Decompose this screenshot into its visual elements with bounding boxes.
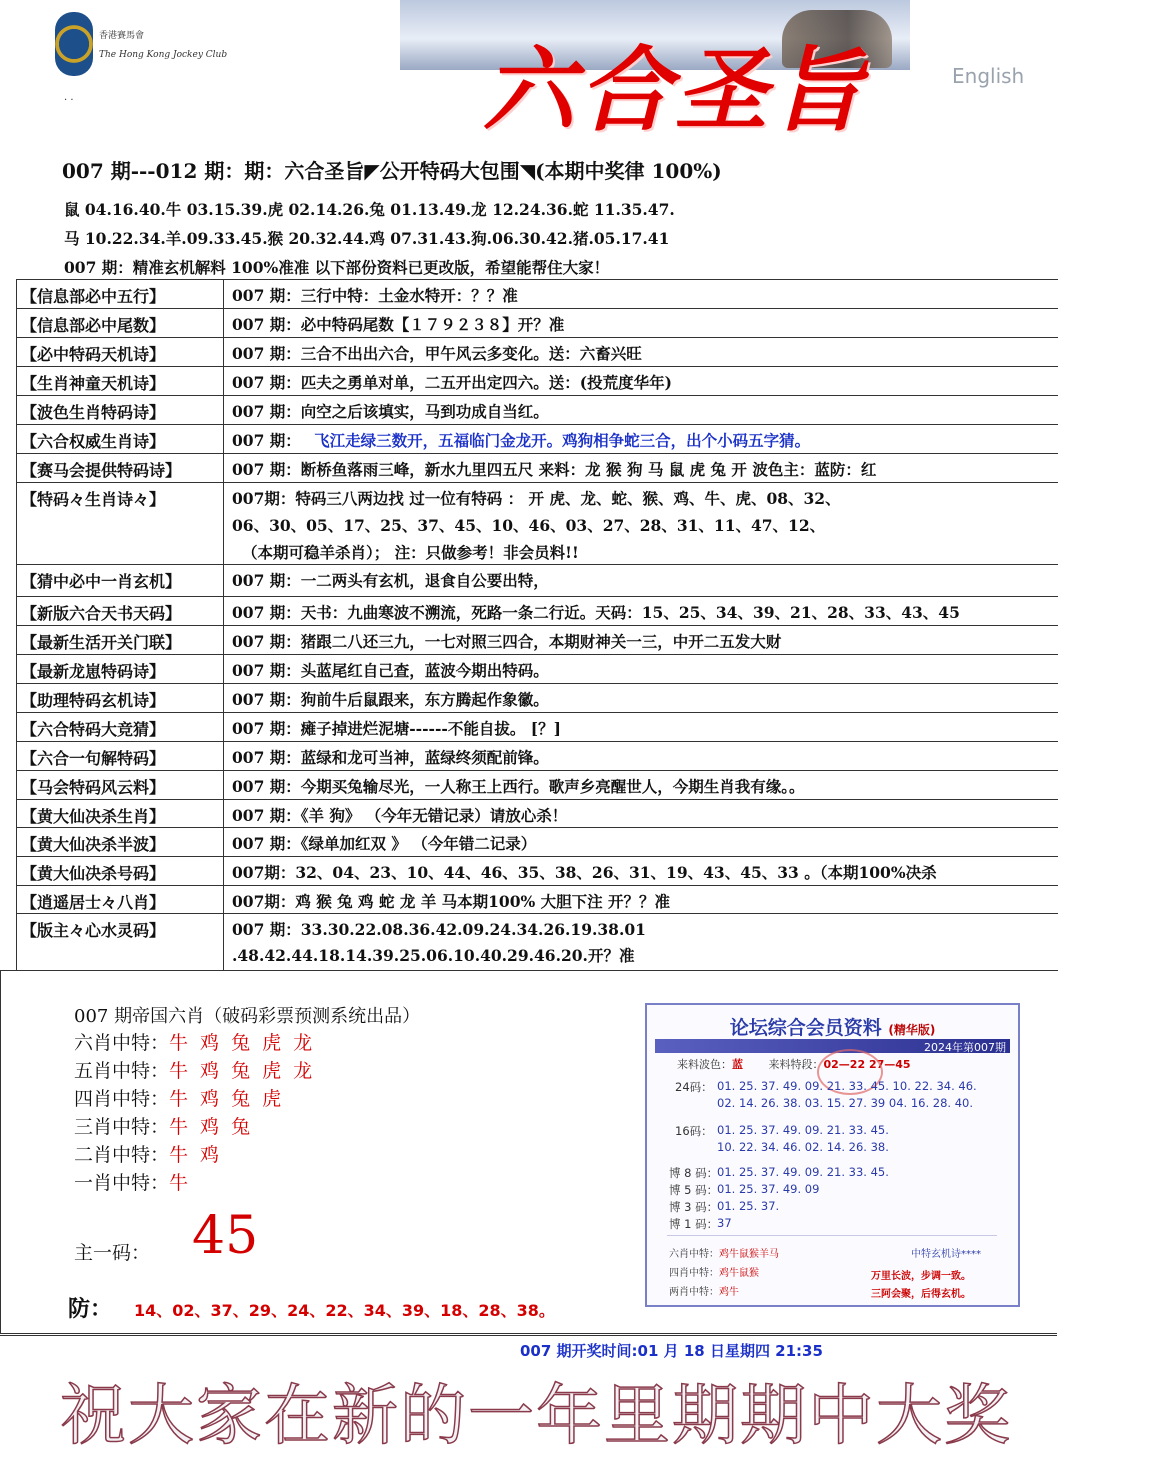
row-content: 007 期：头蓝尾红自己查，蓝波今期出特码。 — [232, 661, 549, 680]
table-row — [16, 625, 1058, 655]
row-label: 【六合特码大竞猜】 — [16, 713, 224, 742]
table-row — [16, 596, 1058, 626]
row-content — [232, 425, 1058, 451]
row-content: 007期：特码三八两边找 过一位有特码 ： 开 虎、龙、蛇、猴、鸡、牛、虎、08、32、 — [232, 489, 841, 508]
row-label: 【六合一句解特码】 — [16, 742, 224, 771]
row-content: 007 期：狗前牛后鼠跟来，东方腾起作象徽。 — [232, 690, 549, 709]
row-content: 007 期：向空之后该填实，马到功成自当红。 — [232, 402, 549, 421]
imperial-title: 007 期帝国六肖（破码彩票预测系统出品） — [74, 1006, 421, 1027]
b8-value: 01. 25. 37. 49. 09. 21. 33. 45. — [717, 1165, 889, 1179]
pick-row-4 — [74, 1084, 284, 1111]
row-content: 007 期：蓝绿和龙可当神，蓝绿终须配前锋。 — [232, 748, 549, 767]
row-label: 【必中特码天机诗】 — [16, 338, 224, 367]
pick-label: 二肖中特： — [74, 1144, 170, 1166]
table-row — [16, 453, 1058, 483]
row-content: 007 期：33.30.22.08.36.42.09.24.34.26.19.38.01 — [232, 920, 646, 939]
table-row — [16, 308, 1058, 338]
row-content-line3: （本期可稳羊杀肖）； 注：只做参考！非会员料!! — [242, 543, 579, 562]
english-link[interactable]: English — [952, 64, 1025, 88]
pick-row-3 — [74, 1112, 253, 1139]
row-label: 【信息部必中尾数】 — [16, 309, 224, 338]
pick-value: 牛 鸡 兔 虎 龙 — [169, 1032, 316, 1054]
row-label: 【逍遥居士々八肖】 — [16, 886, 224, 914]
page-title: 六合圣旨 — [482, 36, 867, 144]
fang-values: 14、02、37、29、24、22、34、39、18、28、38。 — [134, 1301, 555, 1320]
table-row — [16, 741, 1058, 771]
table-row — [16, 424, 1058, 454]
poem-line1: 万里长波，步调一致。 — [871, 1271, 971, 1282]
row-content: 007期：32、04、23、10、44、46、35、38、26、31、19、43、45、33 。（本期100%决杀 — [232, 863, 937, 882]
c24-line1: 01. 25. 37. 49. 09. 21. 33. 45. 10. 22. 34. 46. — [717, 1079, 977, 1093]
row-label: 【波色生肖特码诗】 — [16, 396, 224, 425]
table-row — [16, 279, 1058, 309]
row-label: 【助理特码玄机诗】 — [16, 684, 224, 713]
table-row — [16, 712, 1058, 742]
feature-value: 02—22 27—45 — [823, 1058, 911, 1071]
pick-value: 牛 鸡 兔 — [169, 1116, 254, 1138]
row-label: 【黄大仙决杀生肖】 — [16, 800, 224, 828]
row-content: 007 期：猪跟二八还三九，一七对照三四合，本期财神关一三，中开二五发大财 — [232, 632, 782, 651]
member-card-image — [645, 1003, 1020, 1307]
four-value: 鸡牛鼠猴 — [719, 1268, 759, 1279]
card-divider — [667, 1235, 997, 1236]
row-content-prefix: 007 期： — [232, 431, 301, 450]
row-label: 【黄大仙决杀号码】 — [16, 857, 224, 886]
pick-value: 牛 鸡 — [169, 1144, 223, 1166]
table-row — [16, 913, 1058, 971]
zodiac-line-1: 鼠 04.16.40.牛 03.15.39.虎 02.14.26.兔 01.13.49.龙 12.24.36.蛇 11.35.47. — [64, 200, 675, 219]
pick-value: 牛 鸡 兔 虎 — [169, 1088, 285, 1110]
row-label: 【最新生活开关门联】 — [16, 626, 224, 655]
row-content: 007 期：三合不出出六合，甲午风云多变化。送：六畜兴旺 — [232, 344, 642, 363]
pick-row-2 — [74, 1140, 222, 1167]
table-row — [16, 482, 1058, 565]
row-label: 【六合权威生肖诗】 — [16, 425, 224, 454]
table-row — [16, 827, 1058, 857]
poem-label: 中特玄机诗**** — [911, 1249, 981, 1260]
poem-line2: 三阿会聚，后得玄机。 — [871, 1289, 971, 1300]
row-content-line2: .48.42.44.18.14.39.25.06.10.40.29.46.20.开？准 — [232, 946, 635, 965]
jockey-club-emblem-icon — [55, 12, 93, 76]
card-title — [647, 1013, 1018, 1040]
draw-time: 007 期开奖时间:01 月 18 日星期四 21:35 — [520, 1342, 823, 1360]
pick-label: 六肖中特： — [74, 1032, 170, 1054]
pick-label: 五肖中特： — [74, 1060, 170, 1082]
row-content: 007 期：一二两头有玄机，退食自公要出特， — [232, 571, 549, 590]
main-code: 45 — [192, 1206, 259, 1266]
new-year-wish: 祝大家在新的一年里期期中大奖 — [60, 1377, 1012, 1454]
row-content: 007 期：《羊 狗》 （今年无错记录）请放心杀！ — [232, 806, 568, 825]
logo-cn-text: 香港賽馬會 — [99, 31, 145, 41]
table-row — [16, 856, 1058, 886]
table-row — [16, 885, 1058, 914]
row-content: 007 期：《绿单加红双 》 （今年错二记录） — [232, 834, 537, 853]
table-row — [16, 366, 1058, 396]
row-label: 【生肖神童天机诗】 — [16, 367, 224, 396]
jockey-club-logo[interactable] — [55, 12, 255, 92]
six-label: 六肖中特： — [669, 1249, 719, 1260]
c24-line2: 02. 14. 26. 38. 03. 15. 27. 39 04. 16. 28. 40. — [717, 1096, 974, 1110]
pick-row-1 — [74, 1168, 191, 1195]
row-label: 【特码々生肖诗々】 — [16, 483, 224, 565]
card-edition: (精华版) — [888, 1023, 936, 1037]
pick-label: 四肖中特： — [74, 1088, 170, 1110]
row-label: 【版主々心水灵码】 — [16, 914, 224, 970]
table-row — [16, 654, 1058, 684]
card-issue: 2024年第007期 — [924, 1041, 1006, 1054]
row-label: 【最新龙崽特码诗】 — [16, 655, 224, 684]
row-content: 007 期：断桥鱼落雨三峰，新水九里四五尺 来料：龙 猴 狗 马 鼠 虎 兔 开 波色主：蓝防：红 — [232, 460, 877, 479]
headline: 007 期---012 期：期：六合圣旨◤公开特码大包围◥(本期中奖律 100%) — [62, 159, 722, 183]
row-content-blue: 飞江走绿三数开，五福临门金龙开。鸡狗相争蛇三合，出个小码五字猜。 — [314, 431, 811, 450]
table-row — [16, 337, 1058, 367]
b1-label: 博 1 码： — [669, 1217, 719, 1231]
pick-row-6 — [74, 1028, 315, 1055]
c16-line1: 01. 25. 37. 49. 09. 21. 33. 45. — [717, 1123, 889, 1137]
pick-value: 牛 鸡 兔 虎 龙 — [169, 1060, 316, 1082]
table-row — [16, 799, 1058, 828]
b1-value: 37 — [717, 1216, 732, 1230]
intro-line: 007 期：精准玄机解料 100%准准 以下部份资料已更改版，希望能帮住大家！ — [64, 258, 610, 277]
footer-divider — [0, 1335, 1057, 1336]
zodiac-line-2: 马 10.22.34.羊.09.33.45.猴 20.32.44.鸡 07.31.43.狗.06.30.42.猪.05.17.41 — [64, 229, 670, 248]
pick-label: 一肖中特： — [74, 1172, 170, 1194]
main-code-label: 主一码： — [74, 1242, 151, 1264]
row-label: 【赛马会提供特码诗】 — [16, 454, 224, 483]
b3-label: 博 3 码： — [669, 1200, 719, 1214]
header-dots: · · — [64, 95, 74, 106]
table-row — [16, 395, 1058, 425]
table-row — [16, 683, 1058, 713]
c24-label: 24码： — [675, 1080, 713, 1094]
two-value: 鸡牛 — [719, 1287, 739, 1298]
b3-value: 01. 25. 37. — [717, 1199, 780, 1213]
row-content: 007 期：匹夫之勇单对单，二五开出定四六。送：(投荒度华年) — [232, 373, 672, 392]
row-label: 【黄大仙决杀半波】 — [16, 828, 224, 857]
c16-label: 16码： — [675, 1124, 713, 1138]
table-row — [16, 770, 1058, 800]
c16-line2: 10. 22. 34. 46. 02. 14. 26. 38. — [717, 1140, 889, 1154]
pick-row-5 — [74, 1056, 315, 1083]
row-content: 007期：鸡 猴 兔 鸡 蛇 龙 羊 马本期100% 大胆下注 开？？准 — [232, 892, 671, 911]
row-content: 007 期：今期买兔输尽光，一人称王上西行。歌声乡亮醒世人，今期生肖我有缘。。 — [232, 777, 805, 796]
wave-value: 蓝 — [732, 1058, 743, 1071]
row-content-line2: 06、30、05、17、25、37、45、10、46、03、27、28、31、11、47、12、 — [232, 516, 826, 535]
b5-value: 01. 25. 37. 49. 09 — [717, 1182, 820, 1196]
b8-label: 博 8 码： — [669, 1166, 719, 1180]
row-label: 【猜中必中一肖玄机】 — [16, 565, 224, 597]
row-content: 007 期：瘫子掉进烂泥塘------不能自拔。 [？] — [232, 719, 561, 738]
four-label: 四肖中特： — [669, 1268, 719, 1279]
table-row — [16, 564, 1058, 597]
fang-label: 防： — [68, 1296, 113, 1322]
feature-label: 来料特段： — [768, 1058, 824, 1071]
row-content: 007 期：三行中特：土金水特开：？？准 — [232, 286, 518, 305]
logo-en-text: The Hong Kong Jockey Club — [99, 50, 228, 60]
row-content: 007 期：天书：九曲寒波不溯流，死路一条二行近。天码：15、25、34、39、21、28、33、43、45 — [232, 603, 960, 622]
row-label: 【马会特码风云料】 — [16, 771, 224, 800]
six-value: 鸡牛鼠猴羊马 — [719, 1249, 779, 1260]
two-label: 两肖中特： — [669, 1287, 719, 1298]
row-content: 007 期：必中特码尾数【１７９２３８】开？准 — [232, 315, 565, 334]
wave-label: 来料波色： — [677, 1058, 732, 1071]
row-label: 【新版六合天书天码】 — [16, 597, 224, 626]
card-title-text: 论坛综合会员资料 — [729, 1017, 882, 1039]
b5-label: 博 5 码： — [669, 1183, 719, 1197]
row-label: 【信息部必中五行】 — [16, 280, 224, 309]
pick-label: 三肖中特： — [74, 1116, 170, 1138]
pick-value: 牛 — [169, 1172, 192, 1194]
